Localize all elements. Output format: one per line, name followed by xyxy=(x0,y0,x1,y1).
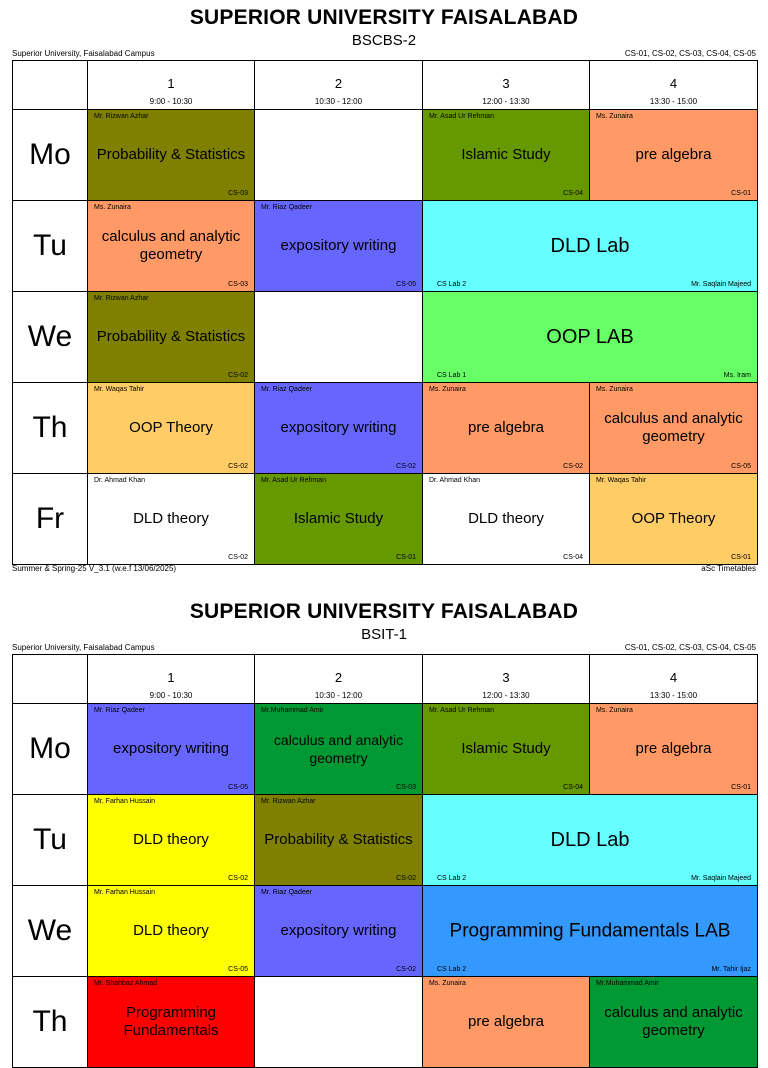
room-code: CS-03 xyxy=(228,281,248,288)
subject-name: OOP Theory xyxy=(129,419,213,436)
subject-name: DLD theory xyxy=(468,510,544,527)
teacher-name: Dr. Ahmad Khan xyxy=(429,477,480,484)
teacher-name: Ms. Zunaira xyxy=(596,707,633,714)
day-label-mo: Mo xyxy=(13,110,88,201)
lesson-cell[interactable] xyxy=(590,474,758,565)
subject-name: calculus and analytic geometry xyxy=(101,228,241,263)
room-code: CS-04 xyxy=(563,554,583,561)
lesson-cell[interactable] xyxy=(88,977,255,1068)
lesson-cell[interactable] xyxy=(255,886,423,977)
lab-cell[interactable] xyxy=(423,795,758,886)
subject-name: Probability & Statistics xyxy=(264,831,413,848)
teacher-name: Mr. Riaz Qadeer xyxy=(261,386,312,393)
room-code: CS-02 xyxy=(228,875,248,882)
subject-name: DLD theory xyxy=(133,922,209,939)
period-header-4: 4 13:30 - 15:00 xyxy=(590,61,758,110)
subject-name: calculus and analytic geometry xyxy=(604,1004,743,1039)
campus-label: Superior University, Faisalabad Campus xyxy=(12,49,155,58)
room-code: CS-05 xyxy=(228,966,248,973)
rooms-label: CS-01, CS-02, CS-03, CS-04, CS-05 xyxy=(624,643,756,652)
lesson-cell[interactable] xyxy=(88,795,255,886)
subject-name: OOP Theory xyxy=(631,510,716,527)
lesson-cell[interactable] xyxy=(255,474,423,565)
room-code: CS-01 xyxy=(731,554,751,561)
teacher-name: Mr. Rizwan Azhar xyxy=(94,295,149,302)
subject-name: expository writing xyxy=(280,922,397,939)
subject-name: expository writing xyxy=(113,740,229,757)
subject-name: Islamic Study xyxy=(461,146,551,163)
room-code: CS Lab 2 xyxy=(437,966,467,973)
lesson-cell[interactable] xyxy=(423,110,590,201)
teacher-name: Mr.Muhammad Amir xyxy=(596,980,659,987)
teacher-name: Ms. Iram xyxy=(723,372,751,379)
lesson-cell[interactable] xyxy=(590,383,758,474)
day-label-we: We xyxy=(13,292,88,383)
period-header-2: 2 10:30 - 12:00 xyxy=(255,61,423,110)
generator-footer: aSc Timetables xyxy=(701,564,756,573)
lab-cell[interactable] xyxy=(423,886,758,977)
teacher-name: Ms. Zunaira xyxy=(596,386,633,393)
day-label-mo: Mo xyxy=(13,704,88,795)
teacher-name: Ms. Zunaira xyxy=(94,204,131,211)
period-header-1: 1 9:00 - 10:30 xyxy=(88,655,255,704)
lesson-cell[interactable] xyxy=(423,474,590,565)
period-header-2: 2 10:30 - 12:00 xyxy=(255,655,423,704)
lesson-cell[interactable] xyxy=(255,383,423,474)
timetable-grid xyxy=(12,654,758,1068)
university-title: SUPERIOR UNIVERSITY FAISALABAD xyxy=(189,6,579,29)
teacher-name: Mr. Waqas Tahir xyxy=(596,477,647,484)
lesson-cell[interactable] xyxy=(88,201,255,292)
day-label-th: Th xyxy=(13,383,88,474)
room-code: CS-05 xyxy=(731,463,751,470)
lesson-cell[interactable] xyxy=(423,977,590,1068)
day-label-fr: Fr xyxy=(13,474,88,565)
lesson-cell[interactable] xyxy=(255,704,423,795)
teacher-name: Mr. Riaz Qadeer xyxy=(94,707,145,714)
room-code: CS-02 xyxy=(396,875,416,882)
period-header-4: 4 13:30 - 15:00 xyxy=(590,655,758,704)
empty-cell xyxy=(255,292,423,383)
room-code: CS-02 xyxy=(228,372,248,379)
teacher-name: Mr. Waqas Tahir xyxy=(94,386,145,393)
teacher-name: Mr. Rizwan Azhar xyxy=(261,798,316,805)
teacher-name: Mr. Tahir Ijaz xyxy=(711,966,751,973)
period-header-3: 3 12:00 - 13:30 xyxy=(423,655,590,704)
subject-name: Programming Fundamentals xyxy=(123,1004,219,1039)
day-label-we: We xyxy=(13,886,88,977)
teacher-name: Mr. Rizwan Azhar xyxy=(94,113,149,120)
teacher-name: Mr. Riaz Qadeer xyxy=(261,889,312,896)
lesson-cell[interactable] xyxy=(88,383,255,474)
room-code: CS-03 xyxy=(396,784,416,791)
lesson-cell[interactable] xyxy=(255,795,423,886)
subject-name: Probability & Statistics xyxy=(96,146,246,163)
lesson-cell[interactable] xyxy=(590,110,758,201)
room-code: CS Lab 1 xyxy=(437,372,467,379)
room-code: CS-04 xyxy=(563,190,583,197)
subject-name: OOP LAB xyxy=(546,326,634,348)
rooms-label: CS-01, CS-02, CS-03, CS-04, CS-05 xyxy=(624,49,756,58)
subject-name: Probability & Statistics xyxy=(96,328,246,345)
class-subtitle: BSCBS-2 xyxy=(351,32,417,49)
lesson-cell[interactable] xyxy=(88,292,255,383)
timetable-grid xyxy=(12,60,758,565)
subject-name: DLD Lab xyxy=(550,235,630,257)
empty-cell xyxy=(255,977,423,1068)
teacher-name: Ms. Zunaira xyxy=(429,386,466,393)
lesson-cell[interactable] xyxy=(590,704,758,795)
room-code: CS-01 xyxy=(731,190,751,197)
lesson-cell[interactable] xyxy=(88,704,255,795)
room-code: CS-02 xyxy=(228,463,248,470)
teacher-name: Mr. Riaz Qadeer xyxy=(261,204,312,211)
room-code: CS-02 xyxy=(563,463,583,470)
subject-name: pre algebra xyxy=(635,740,712,757)
teacher-name: Mr. Farhan Hussain xyxy=(94,889,156,896)
empty-cell xyxy=(255,110,423,201)
subject-name: Islamic Study xyxy=(293,510,384,527)
teacher-name: Ms. Zunaira xyxy=(596,113,633,120)
period-header-1: 1 9:00 - 10:30 xyxy=(88,61,255,110)
subject-name: calculus and analytic geometry xyxy=(604,410,743,445)
room-code: CS-02 xyxy=(228,554,248,561)
campus-label: Superior University, Faisalabad Campus xyxy=(12,643,155,652)
teacher-name: Mr. Shahbaz Ahmad xyxy=(94,980,158,987)
teacher-name: Mr.Muhammad Amir xyxy=(261,707,324,714)
corner-cell xyxy=(13,655,88,704)
subject-name: DLD Lab xyxy=(550,829,630,851)
teacher-name: Ms. Zunaira xyxy=(429,980,466,987)
subject-name: expository writing xyxy=(280,237,397,254)
teacher-name: Mr. Asad Ur Rehman xyxy=(261,477,326,484)
university-title: SUPERIOR UNIVERSITY FAISALABAD xyxy=(189,600,579,623)
subject-name: expository writing xyxy=(280,419,397,436)
subject-name: calculus and analytic geometry xyxy=(273,732,404,766)
subject-name: pre algebra xyxy=(635,146,712,163)
teacher-name: Mr. Asad Ur Rehman xyxy=(429,113,494,120)
teacher-name: Mr. Saqlain Majeed xyxy=(691,875,751,882)
lesson-cell[interactable] xyxy=(590,977,758,1068)
lesson-cell[interactable] xyxy=(88,886,255,977)
lesson-cell[interactable] xyxy=(423,383,590,474)
day-label-tu: Tu xyxy=(13,795,88,886)
lab-cell[interactable] xyxy=(423,292,758,383)
subject-name: DLD theory xyxy=(133,510,209,527)
teacher-name: Mr. Asad Ur Rehman xyxy=(429,707,494,714)
room-code: CS-01 xyxy=(396,554,416,561)
subject-name: Programming Fundamentals LAB xyxy=(449,920,731,942)
room-code: CS-05 xyxy=(228,784,248,791)
subject-name: DLD theory xyxy=(133,831,209,848)
lab-cell[interactable] xyxy=(423,201,758,292)
version-footer: Summer & Spring-25 V_3.1 (w.e.f 13/06/2025) xyxy=(12,564,177,573)
day-label-th: Th xyxy=(13,977,88,1068)
room-code: CS-02 xyxy=(396,463,416,470)
corner-cell xyxy=(13,61,88,110)
subject-name: pre algebra xyxy=(468,419,544,436)
room-code: CS-03 xyxy=(228,190,248,197)
class-subtitle: BSIT-1 xyxy=(361,626,407,643)
lesson-cell[interactable] xyxy=(423,704,590,795)
lesson-cell[interactable] xyxy=(88,110,255,201)
subject-name: Islamic Study xyxy=(461,740,551,757)
room-code: CS-02 xyxy=(396,966,416,973)
teacher-name: Mr. Farhan Hussain xyxy=(94,798,156,805)
lesson-cell[interactable] xyxy=(88,474,255,565)
lesson-cell[interactable] xyxy=(255,201,423,292)
room-code: CS-04 xyxy=(563,784,583,791)
room-code: CS-01 xyxy=(731,784,751,791)
teacher-name: Mr. Saqlain Majeed xyxy=(691,281,751,288)
room-code: CS Lab 2 xyxy=(437,281,467,288)
room-code: CS-05 xyxy=(396,281,416,288)
subject-name: pre algebra xyxy=(468,1013,544,1030)
teacher-name: Dr. Ahmad Khan xyxy=(94,477,145,484)
day-label-tu: Tu xyxy=(13,201,88,292)
room-code: CS Lab 2 xyxy=(437,875,467,882)
period-header-3: 3 12:00 - 13:30 xyxy=(423,61,590,110)
